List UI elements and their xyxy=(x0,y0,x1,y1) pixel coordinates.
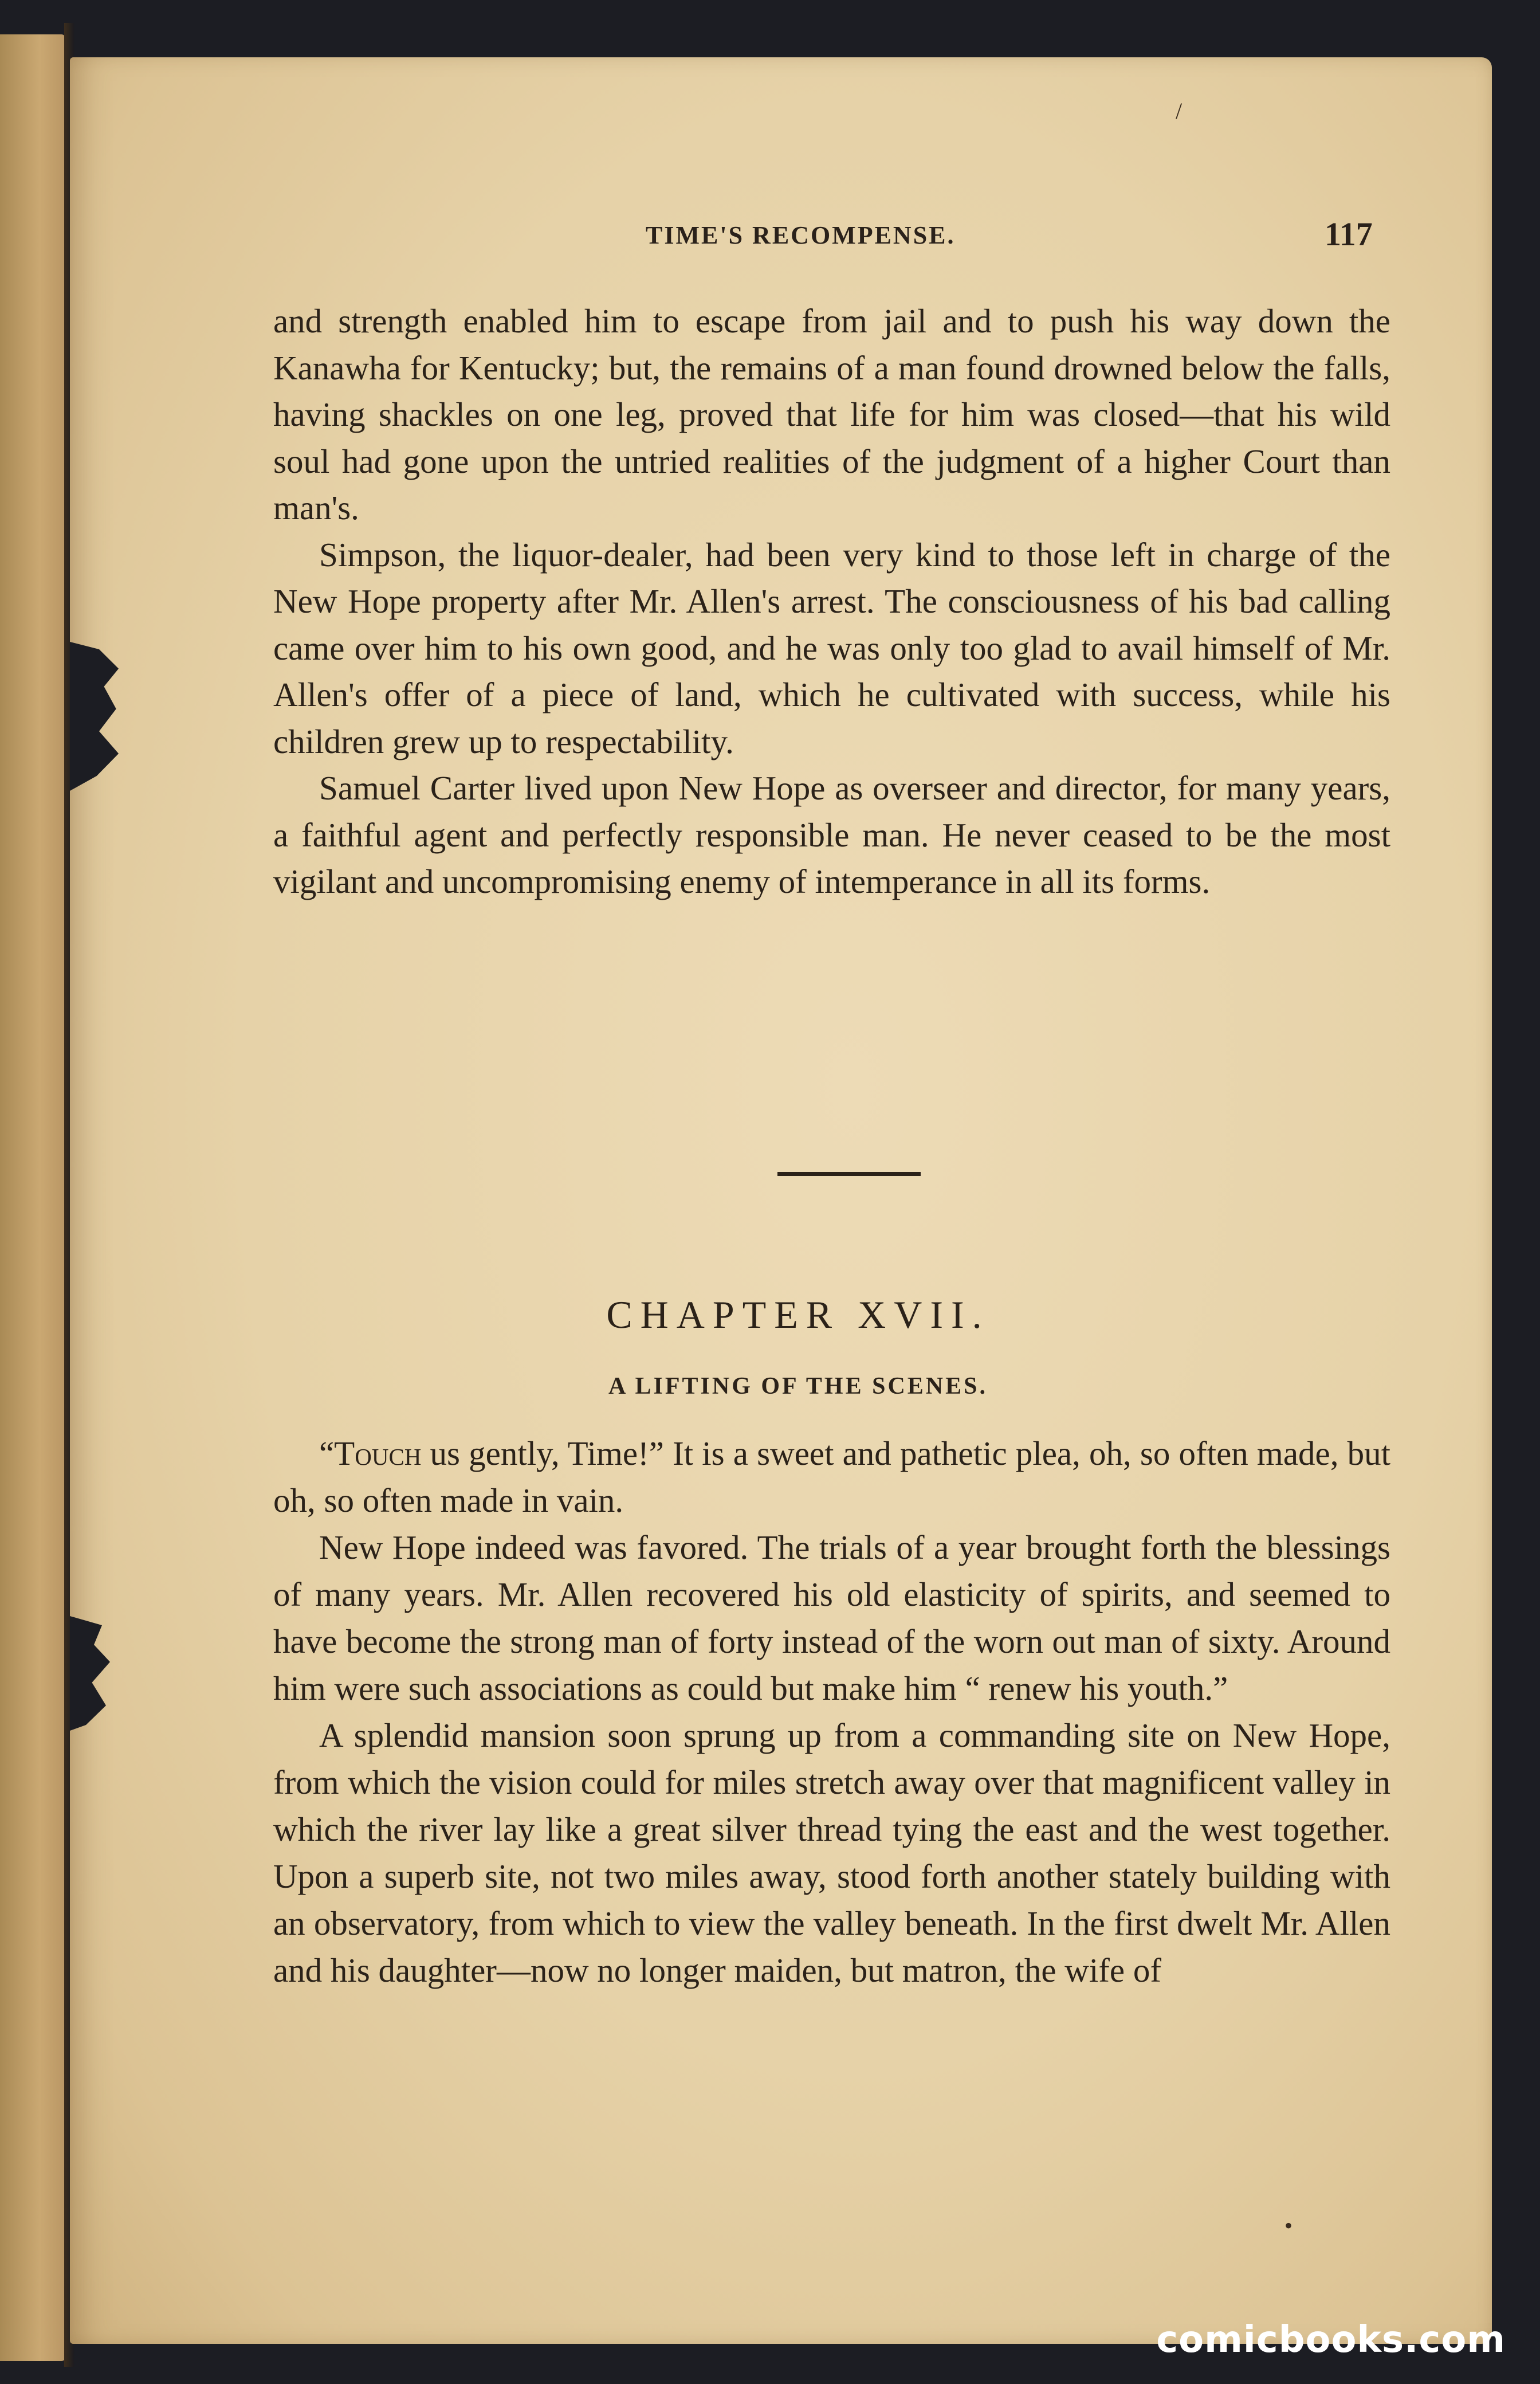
paragraph: Simpson, the liquor-dealer, had been very kind to those left in charge of the New Hope property after Mr. Allen's arrest. The consciousness of his bad calling came over him to his own good, and he was only too glad to avail himself of Mr. Allen's offer of a piece of land, which he cultivated with success, while his children grew up to respectability. xyxy=(273,535,1390,760)
section-divider xyxy=(777,1172,921,1176)
page-number: 117 xyxy=(1325,215,1373,253)
paragraph xyxy=(273,1430,1390,1524)
paragraph-text: us gently, Time!” It is a sweet and pathetic plea, oh, so often made, but oh, so often made in vain. xyxy=(273,1434,1390,1519)
running-title: TIME'S RECOMPENSE. xyxy=(646,221,956,249)
page-damage-tear xyxy=(70,642,119,791)
paragraph: A splendid mansion soon sprung up from a commanding site on New Hope, from which the vision could for miles stretch away over that magnificent valley in which the river lay like a great silver thread tying the east and the west together. Upon a superb site, not two miles away, stood forth another stately building with an observatory, from which to view the valley beneath. In the first dwelt Mr. Allen and his daughter—now no longer maiden, but matron, the wife of xyxy=(273,1716,1390,1989)
facing-page-edge xyxy=(0,34,66,2361)
chapter-subtitle: A LIFTING OF THE SCENES. xyxy=(608,1373,988,1399)
watermark: comicbooks.com xyxy=(1156,2319,1506,2361)
page-damage-tear xyxy=(70,1616,110,1731)
stray-mark: • xyxy=(1284,2213,1293,2238)
paragraph: Samuel Carter lived upon New Hope as overseer and director, for many years, a faithful agent and perfectly responsible man. He never ceased to be the most vigilant and uncompromising enemy of intemperance in all its forms. xyxy=(273,769,1390,900)
paragraph: and strength enabled him to escape from jail and to push his way down the Kanawha for Kentucky; but, the remains of a man found drowned below the falls, having shackles on one leg, proved that life for him was closed—that his wild soul had gone upon the untried realities of the judgment of a higher Court than man's. xyxy=(273,302,1390,527)
opening-word: “Touch xyxy=(319,1434,422,1472)
stray-mark: / xyxy=(1176,98,1182,124)
running-head xyxy=(70,215,1492,266)
paragraph: New Hope indeed was favored. The trials of a year brought forth the blessings of many years. Mr. Allen recovered his old elasticity of spirits, and seemed to have become the strong man of forty instead of the worn out man of sixty. Around him were such associations as could but make him “ renew his youth.” xyxy=(273,1528,1390,1707)
body-text xyxy=(273,298,1390,905)
chapter-title: CHAPTER XVII. xyxy=(606,1293,990,1336)
book-page xyxy=(70,57,1492,2344)
chapter-text xyxy=(273,1430,1390,1994)
